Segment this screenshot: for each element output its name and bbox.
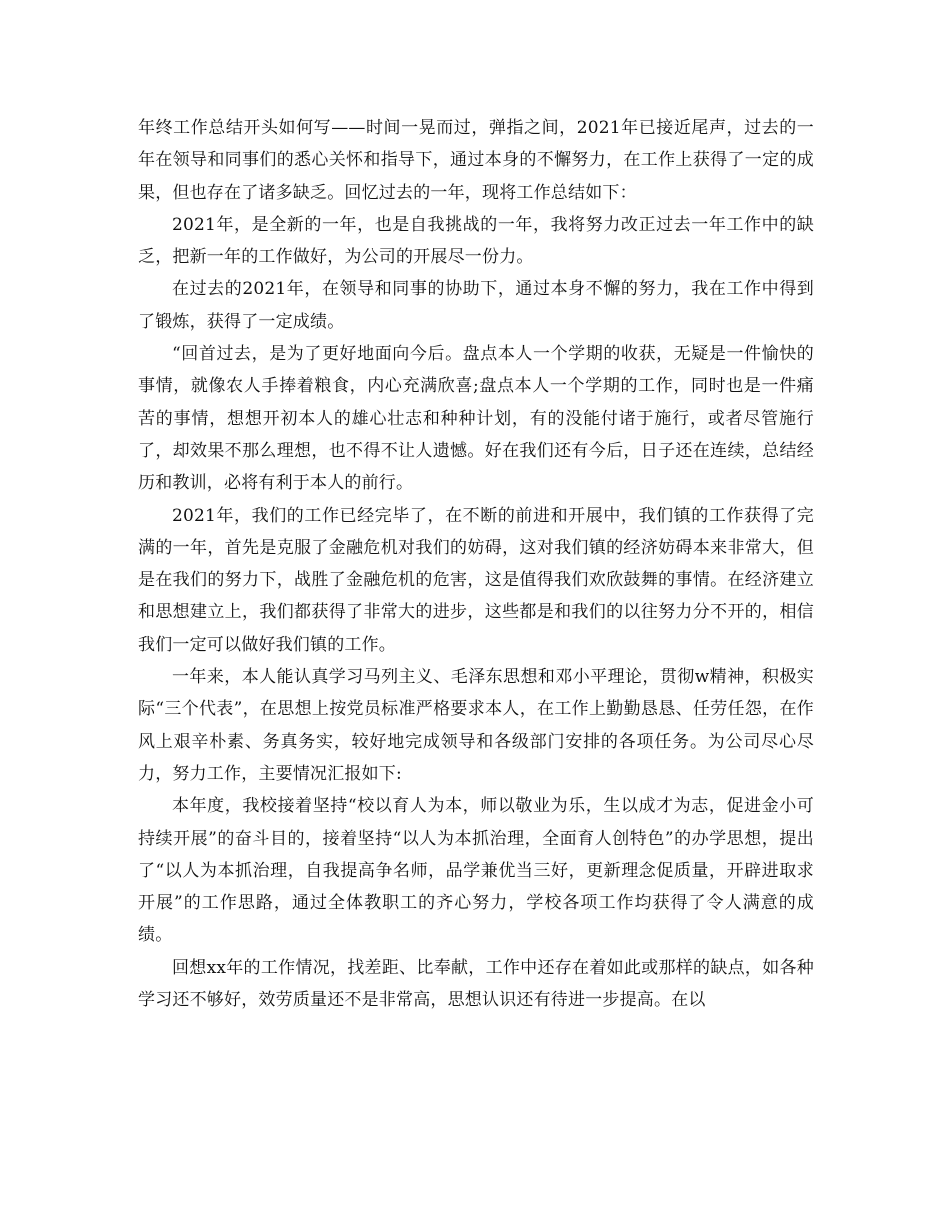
paragraph-1: 年终工作总结开头如何写——时间一晃而过，弹指之间，2021年已接近尾声，过去的一年在领导和同事们的悉心关怀和指导下，通过本身的不懈努力，在工作上获得了一定的成果，但也存在了诸多缺乏。回忆过去的一年，现将工作总结如下： <box>138 118 814 203</box>
paragraph-4: “回首过去，是为了更好地面向今后。盘点本人一个学期的收获，无疑是一件愉快的事情，就像农人手捧着粮食，内心充满欣喜;盘点本人一个学期的工作，同时也是一件痛苦的事情，想想开初本人的雄心壮志和种种计划，有的没能付诸于施行，或者尽管施行了，却效果不那么理想，也不得不让人遗憾。好在我们还有今后，日子还在连续，总结经历和教训，必将有利于本人的前行。 <box>138 344 814 494</box>
paragraph-6: 一年来，本人能认真学习马列主义、毛泽东思想和邓小平理论，贯彻w精神，积极实际“三个代表”，在思想上按党员标准严格要求本人，在工作上勤勤恳恳、任劳任怨，在作风上艰辛朴素、务真务实，较好地完成领导和各级部门安排的各项任务。为公司尽心尽力，努力工作，主要情况汇报如下: <box>138 667 814 784</box>
paragraph-7: 本年度，我校接着坚持“校以育人为本，师以敬业为乐，生以成才为志，促进金小可持续开展”的奋斗目的，接着坚持“以人为本抓治理，全面育人创特色”的办学思想，提出了“以人为本抓治理，自我提高争名师，品学兼优当三好，更新理念促质量，开辟进取求开展”的工作思路，通过全体教职工的齐心努力，学校各项工作均获得了令人满意的成绩。 <box>138 796 814 946</box>
paragraph-8: 回想xx年的工作情况，找差距、比奉献，工作中还存在着如此或那样的缺点，如各种学习还不够好，效劳质量还不是非常高，思想认识还有待进一步提高。在以 <box>138 957 814 1011</box>
paragraph-2: 2021年，是全新的一年，也是自我挑战的一年，我将努力改正过去一年工作中的缺乏，把新一年的工作做好，为公司的开展尽一份力。 <box>138 214 814 268</box>
document-body <box>138 112 814 1016</box>
paragraph-3: 在过去的2021年，在领导和同事的协助下，通过本身不懈的努力，我在工作中得到了锻炼，获得了一定成绩。 <box>138 279 814 332</box>
paragraph-5: 2021年，我们的工作已经完毕了，在不断的前进和开展中，我们镇的工作获得了完满的一年，首先是克服了金融危机对我们的妨碍，这对我们镇的经济妨碍本来非常大，但是在我们的努力下，战胜了金融危机的危害，这是值得我们欢欣鼓舞的事情。在经济建立和思想建立上，我们都获得了非常大的进步，这些都是和我们的以往努力分不开的，相信我们一定可以做好我们镇的工作。 <box>138 505 814 655</box>
